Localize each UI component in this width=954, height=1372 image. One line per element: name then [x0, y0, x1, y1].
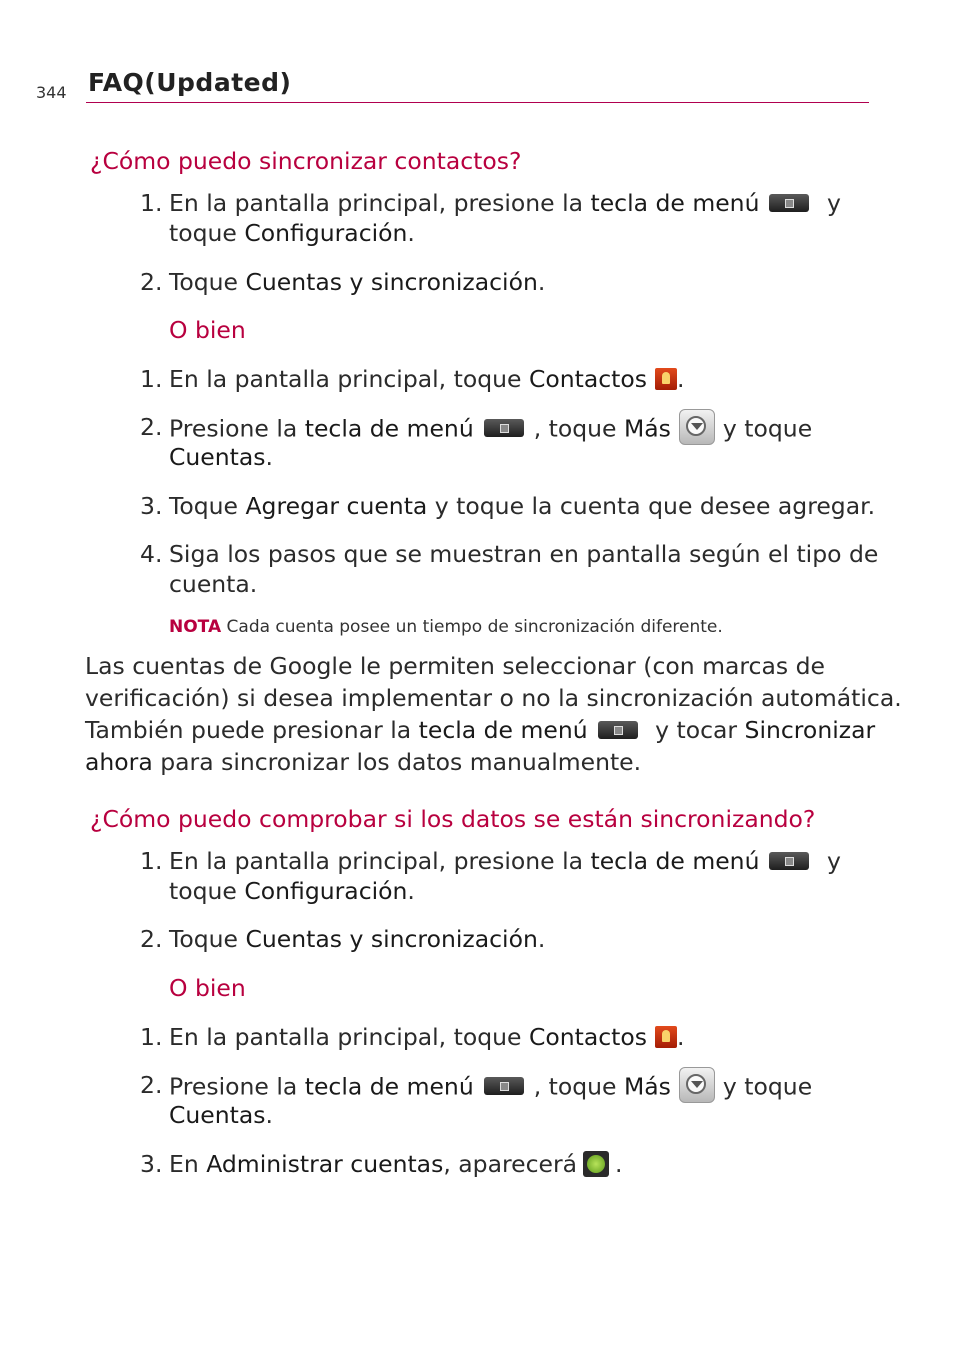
text: . — [537, 268, 546, 296]
question-check-sync: ¿Cómo puedo comprobar si los datos se están sincronizando? — [90, 805, 816, 833]
text: , toque — [533, 414, 624, 443]
note — [169, 617, 723, 637]
text: . — [537, 925, 546, 953]
text: En — [169, 1150, 207, 1178]
step-text — [169, 491, 875, 521]
text: y toque la cuenta que desee agregar. — [427, 492, 876, 520]
text: toque — [169, 219, 245, 247]
sync-icon — [583, 1151, 609, 1177]
accounts-label: Cuentas — [169, 1101, 266, 1129]
text: toque — [169, 877, 245, 905]
menu-key-label: tecla de menú — [418, 716, 588, 744]
text: En la pantalla principal, toque — [169, 365, 529, 393]
contacts-label: Contactos — [528, 365, 647, 393]
page-title: FAQ(Updated) — [88, 68, 292, 97]
text: También puede presionar la — [85, 716, 419, 744]
menu-key-icon — [769, 194, 809, 212]
text: Presione la — [169, 1072, 305, 1101]
text: . — [615, 1150, 623, 1178]
manage-accounts-label: Administrar cuentas — [206, 1150, 444, 1178]
note-text: Cada cuenta posee un tiempo de sincronización diferente. — [221, 617, 723, 637]
text: Toque — [169, 492, 246, 520]
step-text-cont — [169, 218, 415, 248]
step-number: 3. — [140, 492, 163, 520]
text: para sincronizar los datos manualmente. — [152, 748, 642, 776]
settings-label: Configuración — [244, 219, 408, 247]
accounts-sync-label: Cuentas y sincronización — [245, 268, 538, 296]
more-label: Más — [624, 1072, 671, 1101]
text: , toque — [533, 1072, 624, 1101]
text: . — [265, 1101, 273, 1129]
step-number: 2. — [140, 1071, 163, 1099]
step-number: 2. — [140, 268, 163, 296]
or-label: O bien — [169, 316, 246, 344]
text: . — [677, 1023, 685, 1051]
text: . — [407, 877, 415, 905]
text: . — [677, 365, 685, 393]
step-number: 2. — [140, 925, 163, 953]
accounts-label: Cuentas — [169, 443, 266, 471]
sync-now-label: Sincronizar — [744, 716, 876, 744]
page-number: 344 — [36, 83, 67, 102]
text: Toque — [169, 268, 246, 296]
step-text-cont — [169, 1100, 273, 1130]
sync-now-label-cont: ahora — [85, 748, 153, 776]
step-text — [169, 1149, 623, 1179]
text: En la pantalla principal, presione la — [169, 189, 591, 217]
question-sync-contacts: ¿Cómo puedo sincronizar contactos? — [90, 147, 522, 175]
more-icon — [679, 409, 715, 445]
step-text — [169, 924, 545, 954]
note-label: NOTA — [169, 617, 222, 637]
menu-key-icon — [484, 419, 524, 437]
more-label: Más — [624, 414, 671, 443]
more-icon — [679, 1067, 715, 1103]
text: y toque — [722, 1072, 813, 1101]
paragraph-line — [85, 714, 875, 746]
text: Toque — [169, 925, 246, 953]
text: Presione la — [169, 414, 305, 443]
step-text — [169, 188, 841, 218]
step-text-cont — [169, 876, 415, 906]
paragraph-line: verificación) si desea implementar o no la sincronización automática. — [85, 684, 902, 712]
text: En la pantalla principal, presione la — [169, 847, 591, 875]
text: . — [265, 443, 273, 471]
step-number: 1. — [140, 847, 163, 875]
step-text: Siga los pasos que se muestran en pantalla según el tipo de — [169, 540, 879, 568]
step-text — [169, 364, 684, 394]
step-number: 1. — [140, 189, 163, 217]
step-number: 3. — [140, 1150, 163, 1178]
text: , aparecerá — [443, 1150, 578, 1178]
text: y — [826, 847, 841, 875]
menu-key-label: tecla de menú — [590, 847, 760, 875]
menu-key-icon — [484, 1077, 524, 1095]
step-text — [169, 267, 545, 297]
add-account-label: Agregar cuenta — [245, 492, 428, 520]
text: En la pantalla principal, toque — [169, 1023, 529, 1051]
contacts-icon — [655, 368, 677, 390]
accounts-sync-label: Cuentas y sincronización — [245, 925, 538, 953]
step-number: 4. — [140, 540, 163, 568]
step-text-cont — [169, 442, 273, 472]
menu-key-label: tecla de menú — [304, 1072, 474, 1101]
paragraph-line: Las cuentas de Google le permiten seleccionar (con marcas de — [85, 652, 825, 680]
contacts-icon — [655, 1026, 677, 1048]
menu-key-label: tecla de menú — [590, 189, 760, 217]
step-text-cont: cuenta. — [169, 570, 258, 598]
contacts-label: Contactos — [528, 1023, 647, 1051]
step-number: 2. — [140, 413, 163, 441]
step-number: 1. — [140, 365, 163, 393]
menu-key-icon — [769, 852, 809, 870]
step-text — [169, 846, 841, 876]
paragraph-line — [85, 746, 641, 778]
or-label: O bien — [169, 974, 246, 1002]
header-divider — [86, 102, 869, 103]
menu-key-label: tecla de menú — [304, 414, 474, 443]
text: y — [826, 189, 841, 217]
menu-key-icon — [598, 721, 638, 739]
text: y toque — [722, 414, 813, 443]
text: y tocar — [655, 716, 745, 744]
step-text — [169, 1022, 684, 1052]
settings-label: Configuración — [244, 877, 408, 905]
text: . — [407, 219, 415, 247]
step-number: 1. — [140, 1023, 163, 1051]
